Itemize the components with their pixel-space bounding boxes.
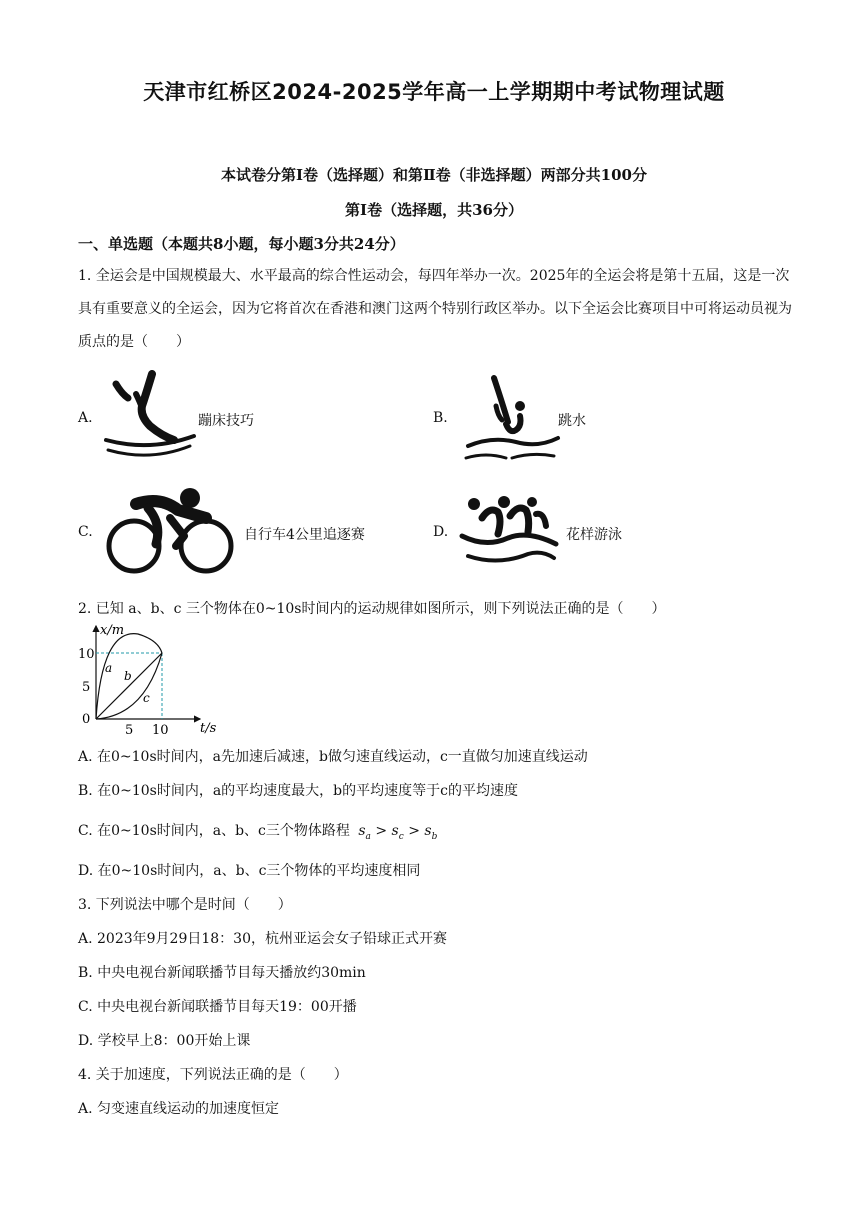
x-tick-5: 5	[125, 723, 134, 738]
y-tick-10: 10	[78, 647, 95, 662]
q1-option-b-caption: 跳水	[558, 413, 586, 429]
q3-option-a: A. 2023年9月29日18：30，杭州亚运会女子铅球正式开赛	[78, 931, 447, 947]
y-tick-0: 0	[82, 712, 91, 727]
exam-intro: 本试卷分第Ⅰ卷（选择题）和第Ⅱ卷（非选择题）两部分共100分	[221, 166, 647, 184]
y-axis-label: x/m	[100, 623, 125, 638]
q1-option-d-caption: 花样游泳	[566, 527, 622, 543]
curve-a-label: a	[105, 661, 113, 675]
x-tick-10: 10	[152, 723, 169, 738]
q3-option-d: D. 学校早上8：00开始上课	[78, 1033, 251, 1049]
diving-icon	[462, 372, 562, 466]
section-heading: 一、单选题（本题共8小题，每小题3分共24分）	[78, 235, 405, 253]
synchronized-swimming-icon	[458, 492, 562, 572]
curve-b-label: b	[124, 669, 132, 683]
x-axis-label: t/s	[200, 721, 217, 736]
q1-option-a-caption: 蹦床技巧	[198, 413, 254, 429]
q1-option-b-letter: B.	[433, 410, 448, 426]
q2-option-b: B. 在0~10s时间内，a的平均速度最大，b的平均速度等于c的平均速度	[78, 783, 518, 799]
q4-option-a: A. 匀变速直线运动的加速度恒定	[78, 1101, 280, 1117]
position-time-graph	[78, 620, 218, 740]
q1-option-c-caption: 自行车4公里追逐赛	[244, 527, 365, 543]
question-3-stem: 3. 下列说法中哪个是时间（ ）	[78, 897, 292, 913]
question-1-stem: 1. 全运会是中国规模最大、水平最高的综合性运动会，每四年举办一次。2025年的全运会将是第十五届，这是一次具有重要意义的全运会，因为它将首次在香港和澳门这两个特别行政区举办。以下全运会比赛项目中可将运动员视为质点的是（ ）	[78, 268, 792, 350]
q2-option-c	[78, 820, 437, 842]
q2-option-a: A. 在0~10s时间内，a先加速后减速，b做匀速直线运动，c一直做匀加速直线运动	[78, 749, 588, 765]
cycling-icon	[104, 484, 238, 580]
q1-option-d-letter: D.	[433, 524, 449, 540]
q2-option-c-formula: $s_a > s_c > s_b$	[358, 823, 438, 842]
curve-c-label: c	[143, 691, 150, 705]
q1-option-c-letter: C.	[78, 524, 93, 540]
y-tick-5: 5	[82, 680, 91, 695]
q2-option-c-text: C. 在0~10s时间内，a、b、c三个物体路程	[78, 823, 350, 839]
exam-title: 天津市红桥区2024-2025学年高一上学期期中考试物理试题	[143, 80, 725, 104]
q3-option-c: C. 中央电视台新闻联播节目每天19：00开播	[78, 999, 357, 1015]
part-one-heading: 第Ⅰ卷（选择题，共36分）	[345, 201, 523, 219]
trampoline-icon	[100, 370, 200, 462]
q1-option-a-letter: A.	[78, 410, 93, 426]
question-2-stem: 2. 已知 a、b、c 三个物体在0~10s时间内的运动规律如图所示，则下列说法正确的是（ ）	[78, 601, 666, 617]
q3-option-b: B. 中央电视台新闻联播节目每天播放约30min	[78, 965, 366, 981]
q2-option-d: D. 在0~10s时间内，a、b、c三个物体的平均速度相同	[78, 863, 421, 879]
question-4-stem: 4. 关于加速度，下列说法正确的是（ ）	[78, 1067, 348, 1083]
